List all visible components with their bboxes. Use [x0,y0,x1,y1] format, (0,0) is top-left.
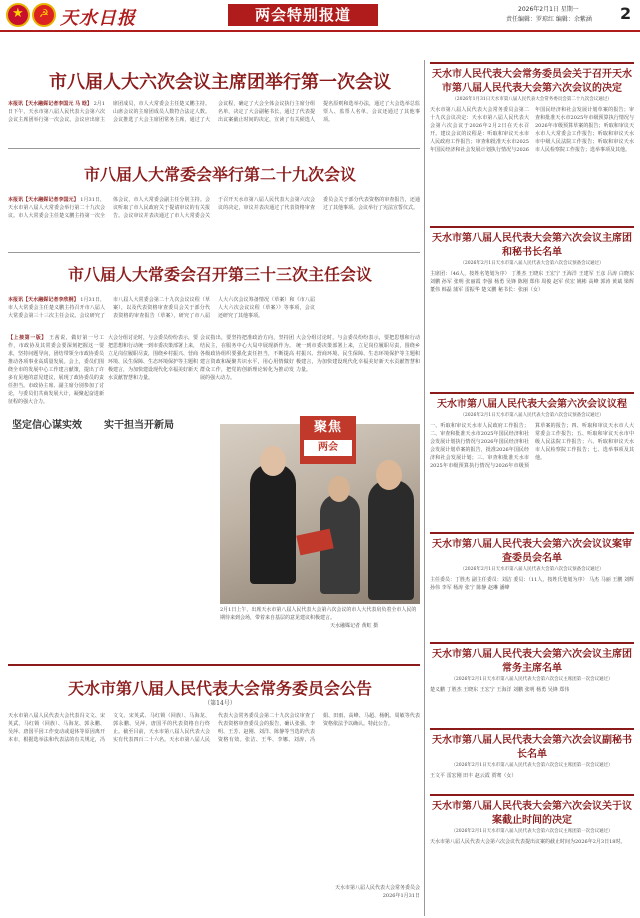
national-emblem-icon [6,3,30,27]
right-article-2-body: 主席团：（46人，按姓名笔划为序） 丁胜杰 王晓东 王宏宁 王海洋 王建军 王彦 吕涛 白晓东 刘鹏 孙军 张明 张丽霞 李强 杨勇 吴锋 陈刚 郑伟 周俊 赵军 侯宏 姚彬 高峰 郭涛 黄斌 梁辉 董伟 韩磊 蒲军 雷振华 楚义鹏 秘书长：张丽（女） [430,271,634,293]
bulletin-body [8,712,420,878]
right-article-1 [430,62,634,222]
page-number: 2 [620,4,632,23]
right-article-4-sub: （2026年2月1日天水市第八届人民代表大会第六次会议预备会议通过） [460,567,604,572]
right-article-3-body: 一、听取和审议天水市人民政府工作报告；二、审查和批准天水市2025年国民经济和社会发展计划执行情况与2026年国民经济和社会发展计划草案的报告，批准2026年国民经济和社会发展计划；三、审查和批准天水市2025年市级预算执行情况与2026年市级预算草案的报告；四、听取和审议天水市人大常委会工作报告；五、听取和审议天水市中级人民法院工作报告；六、听取和审议天水市人民检察院工作报告；七、选举事项及其他。 [430,423,634,469]
party-emblem-icon [32,3,56,27]
photo-caption: 2月1日上午，出席天水市第八届人民代表大会第六次会议的市人大代表肩负着全市人民的期待来到会场，带着来自基层的意见建议积极建言。 [220,607,417,621]
focus-banner-label: 聚焦 [313,420,342,435]
feature-column-4 [296,334,420,414]
feature-column-2 [108,334,198,596]
focus-banner [300,416,356,464]
right-article-3 [430,392,634,528]
bulletin-sign-org: 天水市第八届人民代表大会常务委员会 [334,885,420,891]
issue-date: 2026年2月1日 星期一 [518,6,579,13]
photo-figure [250,464,296,584]
right-article-1-sub: （2026年1月31日天水市第八届人民代表大会常务委员会第二十九次会议通过） [452,97,612,102]
right-article-7 [430,794,634,914]
article-3-lede: 本报讯【天水融媒记者李欣桐】 [8,297,79,303]
article-1-body [8,100,420,136]
editor-credit: 责任编辑：罗琼红 编辑：余紫涵 [506,16,592,23]
bulletin-signature [330,884,420,900]
divider [8,252,420,253]
focus-banner-sublabel: 两会 [304,440,352,456]
right-article-6-sub: （2026年2月1日天水市第八届人民代表大会第六次会议主席团第一次会议通过） [451,763,613,768]
right-article-1-title: 天水市人民代表大会常务委员会关于召开天水市第八届人民代表大会第六次会议的决定 [432,69,632,94]
photo-figure [368,480,414,600]
bulletin-sign-date: 2026年1月31日 [382,893,420,899]
article-3-text: 1月31日，市人大常委会主任楚义鹏主持召开市八届人大常委会第三十三次主任会议。会议研究了市八届人大常委会第二十九次会议议程（草案），以及代表资格审查委员会关于部分代表资格的审查报告（草案），研究了市八届人大六次会议筹备情况（草案）和《市八届人大六次会议议程（草案）》等事项，会议还研究了其他事项。 [8,297,315,319]
photo-figure [260,446,286,476]
right-article-4-body: 主任委员：丁胜杰 副主任委员：刘洁 委员：（11人，按姓氏笔划为序） 马杰 马丽 王鹏 刘辉 孙伟 李军 杨涛 张宁 陈静 赵琳 潘峰 [430,577,634,591]
right-article-4-title: 天水市第八届人民代表大会第六次会议议案审查委员会名单 [432,539,632,564]
feature-title-left: 坚定信心谋实效 [12,414,82,433]
headline-3: 市八届人大常委会召开第三十三次主任会议 [67,265,372,284]
right-article-5-title: 天水市第八届人民代表大会第六次会议主席团常务主席名单 [432,649,632,674]
right-article-3-title: 天水市第八届人民代表大会第六次会议议程 [437,399,627,410]
right-article-6-title: 天水市第八届人民代表大会第六次会议副秘书长名单 [432,735,632,760]
feature-text-3: 会议指出，要坚持把准政治方向，坚持团结民主，在服务中心大局中展现新作为。各级政协组织要强化责任担当，不断提高建言资政和凝聚共识水平，用心用情做好群众工作，把党的创新理论转化为推动发展的强大动力。 [200,335,294,381]
article-1-text: 2月1日下午，天水市第八届人民代表大会第六次会议主席团举行第一次会议。会议应出席主席团成员，市人大常委会主任楚义鹏主持。山席会议的主席团成员人数符合法定人数。会议推选了大会主席团常务主席，通过了大会议程，确定了大会全体会议执行主席分组名单，决定了大会副秘书长，通过了代表提出议案截止时间的决定，宣读了有关候选人提名原则和选举办法，通过了大会选举总监票人、监票人名单，会议还通过了其他事项。 [8,101,420,123]
headline-2: 市八届人大常委会举行第二十九次会议 [83,165,356,184]
feature-title-right: 实干担当开新局 [104,414,184,433]
section-banner: 两会特别报道 [228,4,378,26]
photo-credit: 天水融媒记者 黄虹 摄 [330,623,379,629]
feature-text-4: 大会分组讨论时，与会委员纷纷表示，要把思想和行动统一到市委决策部署上来，立足岗位履职尽责，围绕乡村振兴、营商环境、民生保障、生态环境保护等主题积极建言，为加快建设现代化幸福美好新天水贡献智慧和力量。 [296,335,420,373]
divider [8,664,420,666]
paper-name: 天水日报 [60,8,136,29]
right-article-2-title: 天水市第八届人民代表大会第六次会议主席团和秘书长名单 [432,233,632,258]
right-article-4 [430,532,634,638]
right-article-2-sub: （2026年2月1日天水市第八届人民代表大会第六次会议预备会议通过） [460,261,604,266]
right-article-6-body: 王文平 雷宏刚 田丰 赵云霞 贾骞（女） [430,773,517,779]
feature-text-2: 大会分组讨论时，与会委员纷纷表示，要把思想和行动统一到市委决策部署上来，立足岗位履职尽责，围绕乡村振兴、营商环境、民生保障、生态环境保护等主题积极建言，为加快建设现代化幸福美好新天水贡献智慧和力量。 [108,335,198,381]
masthead [0,0,640,32]
feature-column-3 [200,334,294,420]
photo-figure [328,476,350,502]
right-article-3-sub: （2026年2月1日天水市第八届人民代表大会第六次会议预备会议通过） [460,413,604,418]
column-divider [424,60,425,916]
right-article-5-sub: （2026年2月1日天水市第八届人民代表大会第六次会议主席团第一次会议通过） [451,677,613,682]
headline-1: 市八届人大六次会议主席团举行第一次会议 [49,72,391,93]
article-3-body [8,296,420,330]
bulletin-title: 天水市第八届人民代表大会常务委员会公告 [67,679,372,698]
article-2-lede: 本报讯【天水融媒记者李国元】 [8,197,79,203]
right-article-7-sub: （2026年2月1日天水市第八届人民代表大会第六次会议主席团第一次会议通过） [451,829,613,834]
feature-lede: 【上接第一版】 [8,335,47,341]
right-article-7-body: 天水市第八届人民代表大会第六次会议代表提出议案的截止时间为2026年2月3日18时。 [430,839,626,845]
feature-column-1 [8,334,104,596]
right-article-1-body: 天水市第八届人民代表大会常务委员会第二十九次会议决定：天水市第八届人民代表大会第六次会议于2026年2月2日在天水召开。建议会议的议程是：听取和审议天水市人民政府工作报告；审查和批准天水市2025年国民经济和社会发展计划执行情况与2026年国民经济和社会发展计划草案的报告；审查和批准天水市2025年市级预算执行情况与2026年市级预算草案的报告；听取和审议天水市人大常委会工作报告；听取和审议天水市中级人民法院工作报告；听取和审议天水市人民检察院工作报告；选举事项及其他。 [430,107,634,153]
article-2-text: 1月31日，天水市第八届人大常委会举行第二十九次会议。市人大常委会主任楚义鹏主持第一次全体会议，市人大常委会副主任分别主持。会议听取了市人民政府关于提请审议的有关报告。会议审议并表决通过了市人大常委会关于召开天水市第八届人民代表大会第六次会议的决定，审议并表决通过了代表资格审查委员会关于部分代表资格的审查报告，还通过了其他事项。会议举行了宪法宣誓仪式。 [8,197,420,219]
right-article-6 [430,728,634,790]
divider [8,148,420,149]
bulletin-text: 天水市第八届人民代表大会代表冯文文、宋英武、马红锁（回族）、马海龙、郭永鹏、吴萍、唐国平因工作变动或退休等原因离开本市，根据选举法和代表法的有关规定，冯文文、宋英武、马红锁（回族）、马海龙、郭永鹏、吴萍、唐国平的代表资格自行终止。截至目前，天水市第八届人民代表大会实有代表四百二十六名。天水市第八届人民代表大会常务委员会第二十九次会议审查了代表资格审查委员会的报告，确认张强、李明、王芳、赵刚、刘洋、陈静等当选的代表资格有效。张洁、王华、李娜、刘涛、冯娟、田雨、高峰、马超、杨帆、周敏等代表资格依法予以确认。特此公告。 [8,713,420,743]
right-article-2 [430,226,634,388]
article-2-body [8,196,420,250]
right-article-5 [430,642,634,724]
photo-figure [376,460,402,490]
article-1-lede: 本报讯【天水融媒记者李国元 马 晗】 [8,101,92,107]
right-article-7-title: 天水市第八届人民代表大会第六次会议关于议案截止时间的决定 [432,801,632,826]
bulletin-number: （第14号） [204,700,236,707]
right-article-5-body: 楚义鹏 丁胜杰 王晓东 王宏宁 王海洋 刘鹏 张明 杨勇 吴锋 郑伟 [430,687,570,693]
feature-text-1: 王茜说，做好第一号工作，市政协及其常委会要深刻把握这一要求，坚持问题导向，团结带领全市政协委员推动各项事业高质量发展。会上，委员们围绕全市的发展中心工作建言献策，提出了许多有见地的意见建议，展现了政协委员的责任担当。市政协主席、副主席分别参加了讨论，与委员们共商发展大计，凝聚起奋进新征程的强大合力。 [8,335,104,405]
